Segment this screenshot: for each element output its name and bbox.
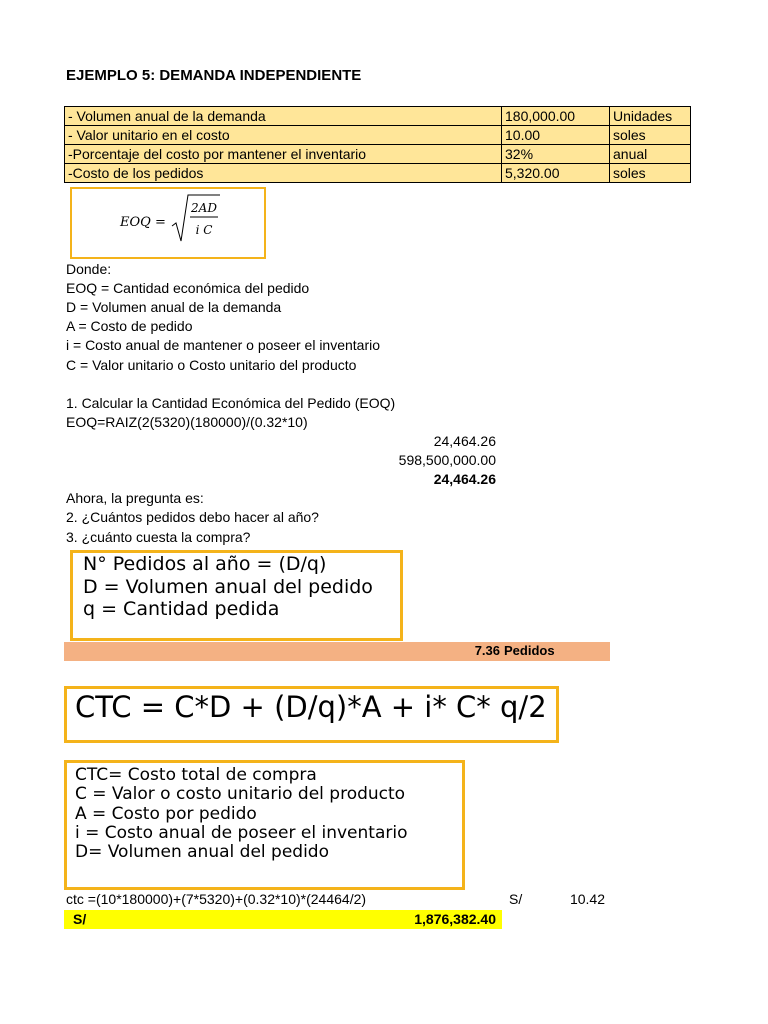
pedidos-result-band (64, 642, 610, 661)
pedidos-line: q = Cantidad pedida (83, 598, 280, 620)
pedidos-line: D = Volumen anual del pedido (83, 576, 373, 598)
ctc-definition: CTC= Costo total de compra (75, 765, 317, 785)
eoq-formula-box (70, 187, 266, 259)
parameters-table (64, 106, 691, 183)
param-unit: Unidades (610, 107, 691, 126)
step1-formula: EOQ=RAIZ(2(5320)(180000)/(0.32*10) (66, 414, 308, 430)
definition-line: D = Volumen anual de la demanda (66, 299, 282, 315)
ctc-definition: C = Valor o costo unitario del producto (75, 784, 406, 804)
eoq-formula (72, 189, 264, 257)
result-value: 598,500,000.00 (398, 452, 496, 468)
param-value: 180,000.00 (502, 107, 610, 126)
ctc-definitions-box (64, 760, 465, 890)
pedidos-line: N° Pedidos al año = (D/q) (83, 553, 327, 575)
ctc-formula: CTC = C*D + (D/q)*A + i* C* q/2 (75, 690, 547, 724)
param-label: -Porcentaje del costo por mantener el inventario (65, 145, 502, 164)
total-currency: S/ (73, 911, 87, 927)
eoq-lhs: EOQ = (120, 215, 166, 230)
result-value: 24,464.26 (433, 433, 496, 449)
param-label: - Volumen anual de la demanda (65, 107, 502, 126)
param-label: -Costo de los pedidos (65, 164, 502, 183)
question-line: Ahora, la pregunta es: (66, 490, 204, 506)
definition-line: i = Costo anual de mantener o poseer el inventario (66, 337, 381, 353)
page-title: EJEMPLO 5: DEMANDA INDEPENDIENTE (66, 67, 362, 84)
total-value: 1,876,382.40 (414, 911, 496, 927)
ctc-calc-currency: S/ (509, 891, 523, 907)
table-row (65, 107, 691, 126)
param-value: 10.00 (502, 126, 610, 145)
ctc-definition: i = Costo anual de poseer el inventario (75, 823, 408, 843)
ctc-definition: D= Volumen anual del pedido (75, 842, 329, 862)
total-band (64, 910, 502, 929)
definition-line: C = Valor unitario o Costo unitario del producto (66, 357, 357, 373)
eoq-result: 24,464.26 (433, 471, 496, 487)
table-row (65, 126, 691, 145)
pedidos-result-unit: Pedidos (504, 643, 555, 658)
definition-line: A = Costo de pedido (66, 318, 193, 334)
param-unit: soles (610, 126, 691, 145)
param-value: 5,320.00 (502, 164, 610, 183)
ctc-definition: A = Costo por pedido (75, 804, 257, 824)
pedidos-formula-box (70, 550, 403, 641)
param-unit: anual (610, 145, 691, 164)
param-unit: soles (610, 164, 691, 183)
eoq-numerator: 2AD (191, 201, 217, 215)
step1-heading: 1. Calcular la Cantidad Económica del Pedido (EOQ) (66, 395, 396, 411)
table-row (65, 145, 691, 164)
ctc-formula-box (64, 686, 559, 743)
definition-line: Donde: (66, 261, 112, 277)
param-label: - Valor unitario en el costo (65, 126, 502, 145)
ctc-calc-formula: ctc =(10*180000)+(7*5320)+(0.32*10)*(24464/2) (66, 891, 367, 907)
definition-line: EOQ = Cantidad económica del pedido (66, 280, 310, 296)
eoq-denominator: i C (195, 223, 213, 237)
question-line: 2. ¿Cuántos pedidos debo hacer al año? (66, 509, 319, 525)
table-row (65, 164, 691, 183)
param-value: 32% (502, 145, 610, 164)
ctc-calc-value: 10.42 (569, 891, 605, 907)
question-line: 3. ¿cuánto cuesta la compra? (66, 529, 251, 545)
pedidos-result-value: 7.36 (474, 643, 500, 658)
